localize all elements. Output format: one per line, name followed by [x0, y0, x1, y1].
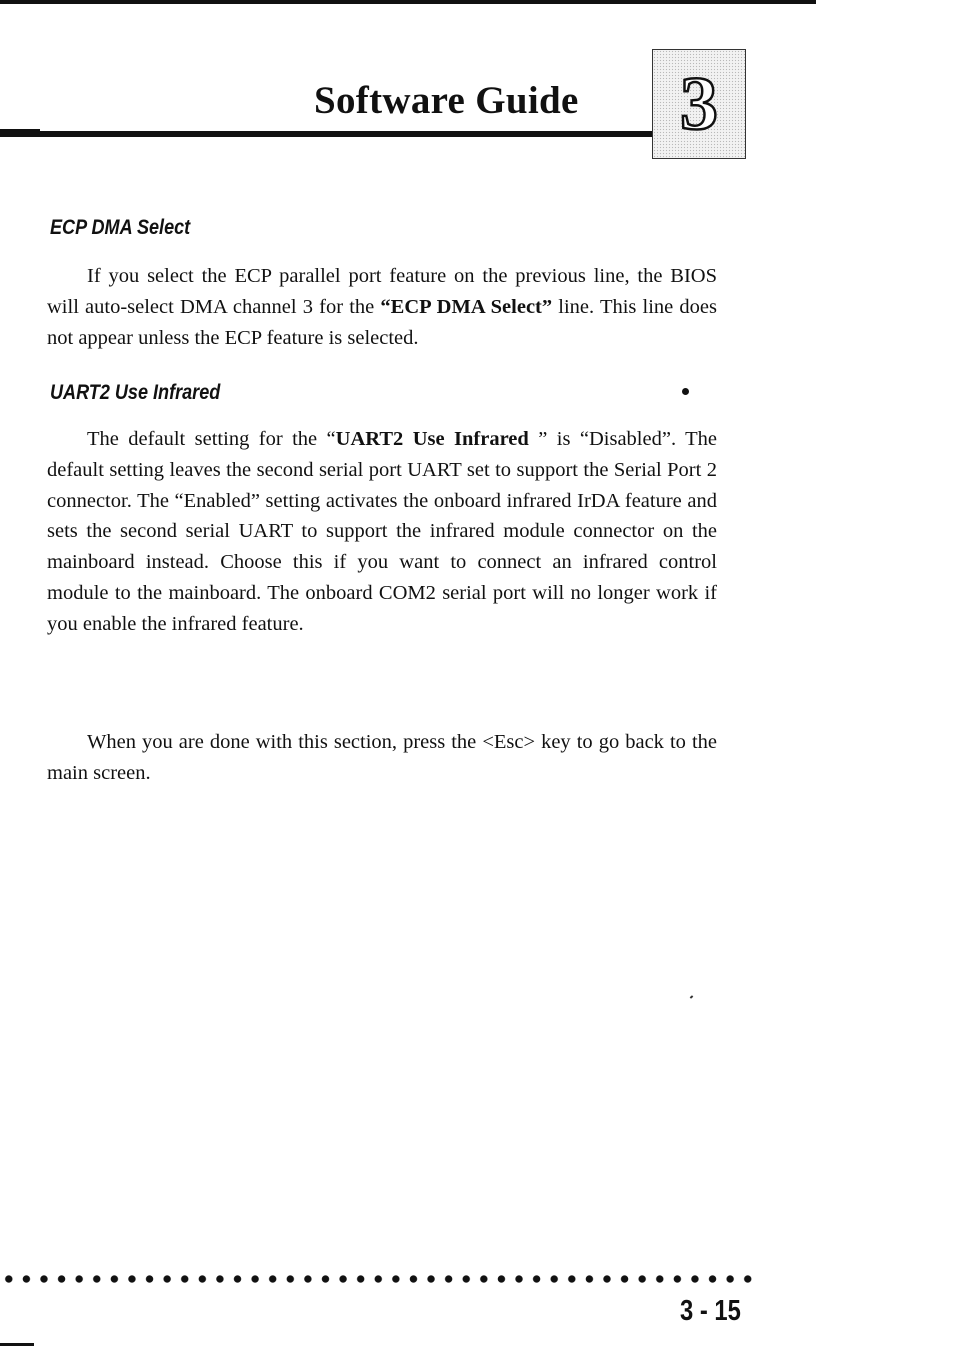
section-heading-uart2-use-infrared: UART2 Use Infrared: [50, 381, 221, 404]
chapter-badge: [652, 49, 746, 159]
chapter-number: 3: [680, 62, 718, 146]
paragraph-text: If you select the ECP parallel port feature on the previous line, the BIOS will auto-select DMA channel 3 for the: [47, 265, 717, 318]
header-rule: [0, 131, 652, 137]
footer-dotted-rule: [0, 1273, 760, 1285]
paragraph-uart2-use-infrared: [47, 424, 717, 640]
paragraph-emphasis: UART2 Use Infrared: [335, 428, 529, 450]
paragraph-text: ” is “Disabled”. The default setting leaves the second serial port UART set to support the Serial Port 2 connector. The “Enabled” setting activates the onboard infrared IrDA feature and sets the second serial UART to support the infrared module connector on the mainboard instead. Choose this if you want to connect an infrared control module to the mainboard. The onboard COM2 serial port will no longer work if you enable the infrared feature.: [47, 428, 718, 635]
top-border-rule: [0, 0, 816, 4]
page-number: 3 - 15: [680, 1295, 741, 1327]
paragraph-ecp-dma-select: [47, 261, 717, 353]
section-heading-ecp-dma-select: ECP DMA Select: [50, 216, 191, 239]
page-title: Software Guide: [314, 79, 579, 122]
scan-speck: [690, 995, 694, 998]
paragraph-closing: When you are done with this section, press the <Esc> key to go back to the main screen.: [47, 731, 717, 784]
corner-mark: [0, 1343, 34, 1346]
bullet-mark: [682, 388, 689, 395]
paragraph-text: line. This line does not appear unless the ECP feature is selected.: [47, 295, 718, 349]
paragraph-text: The default setting for the “: [87, 428, 336, 450]
paragraph-emphasis: “ECP DMA Select”: [380, 295, 553, 318]
